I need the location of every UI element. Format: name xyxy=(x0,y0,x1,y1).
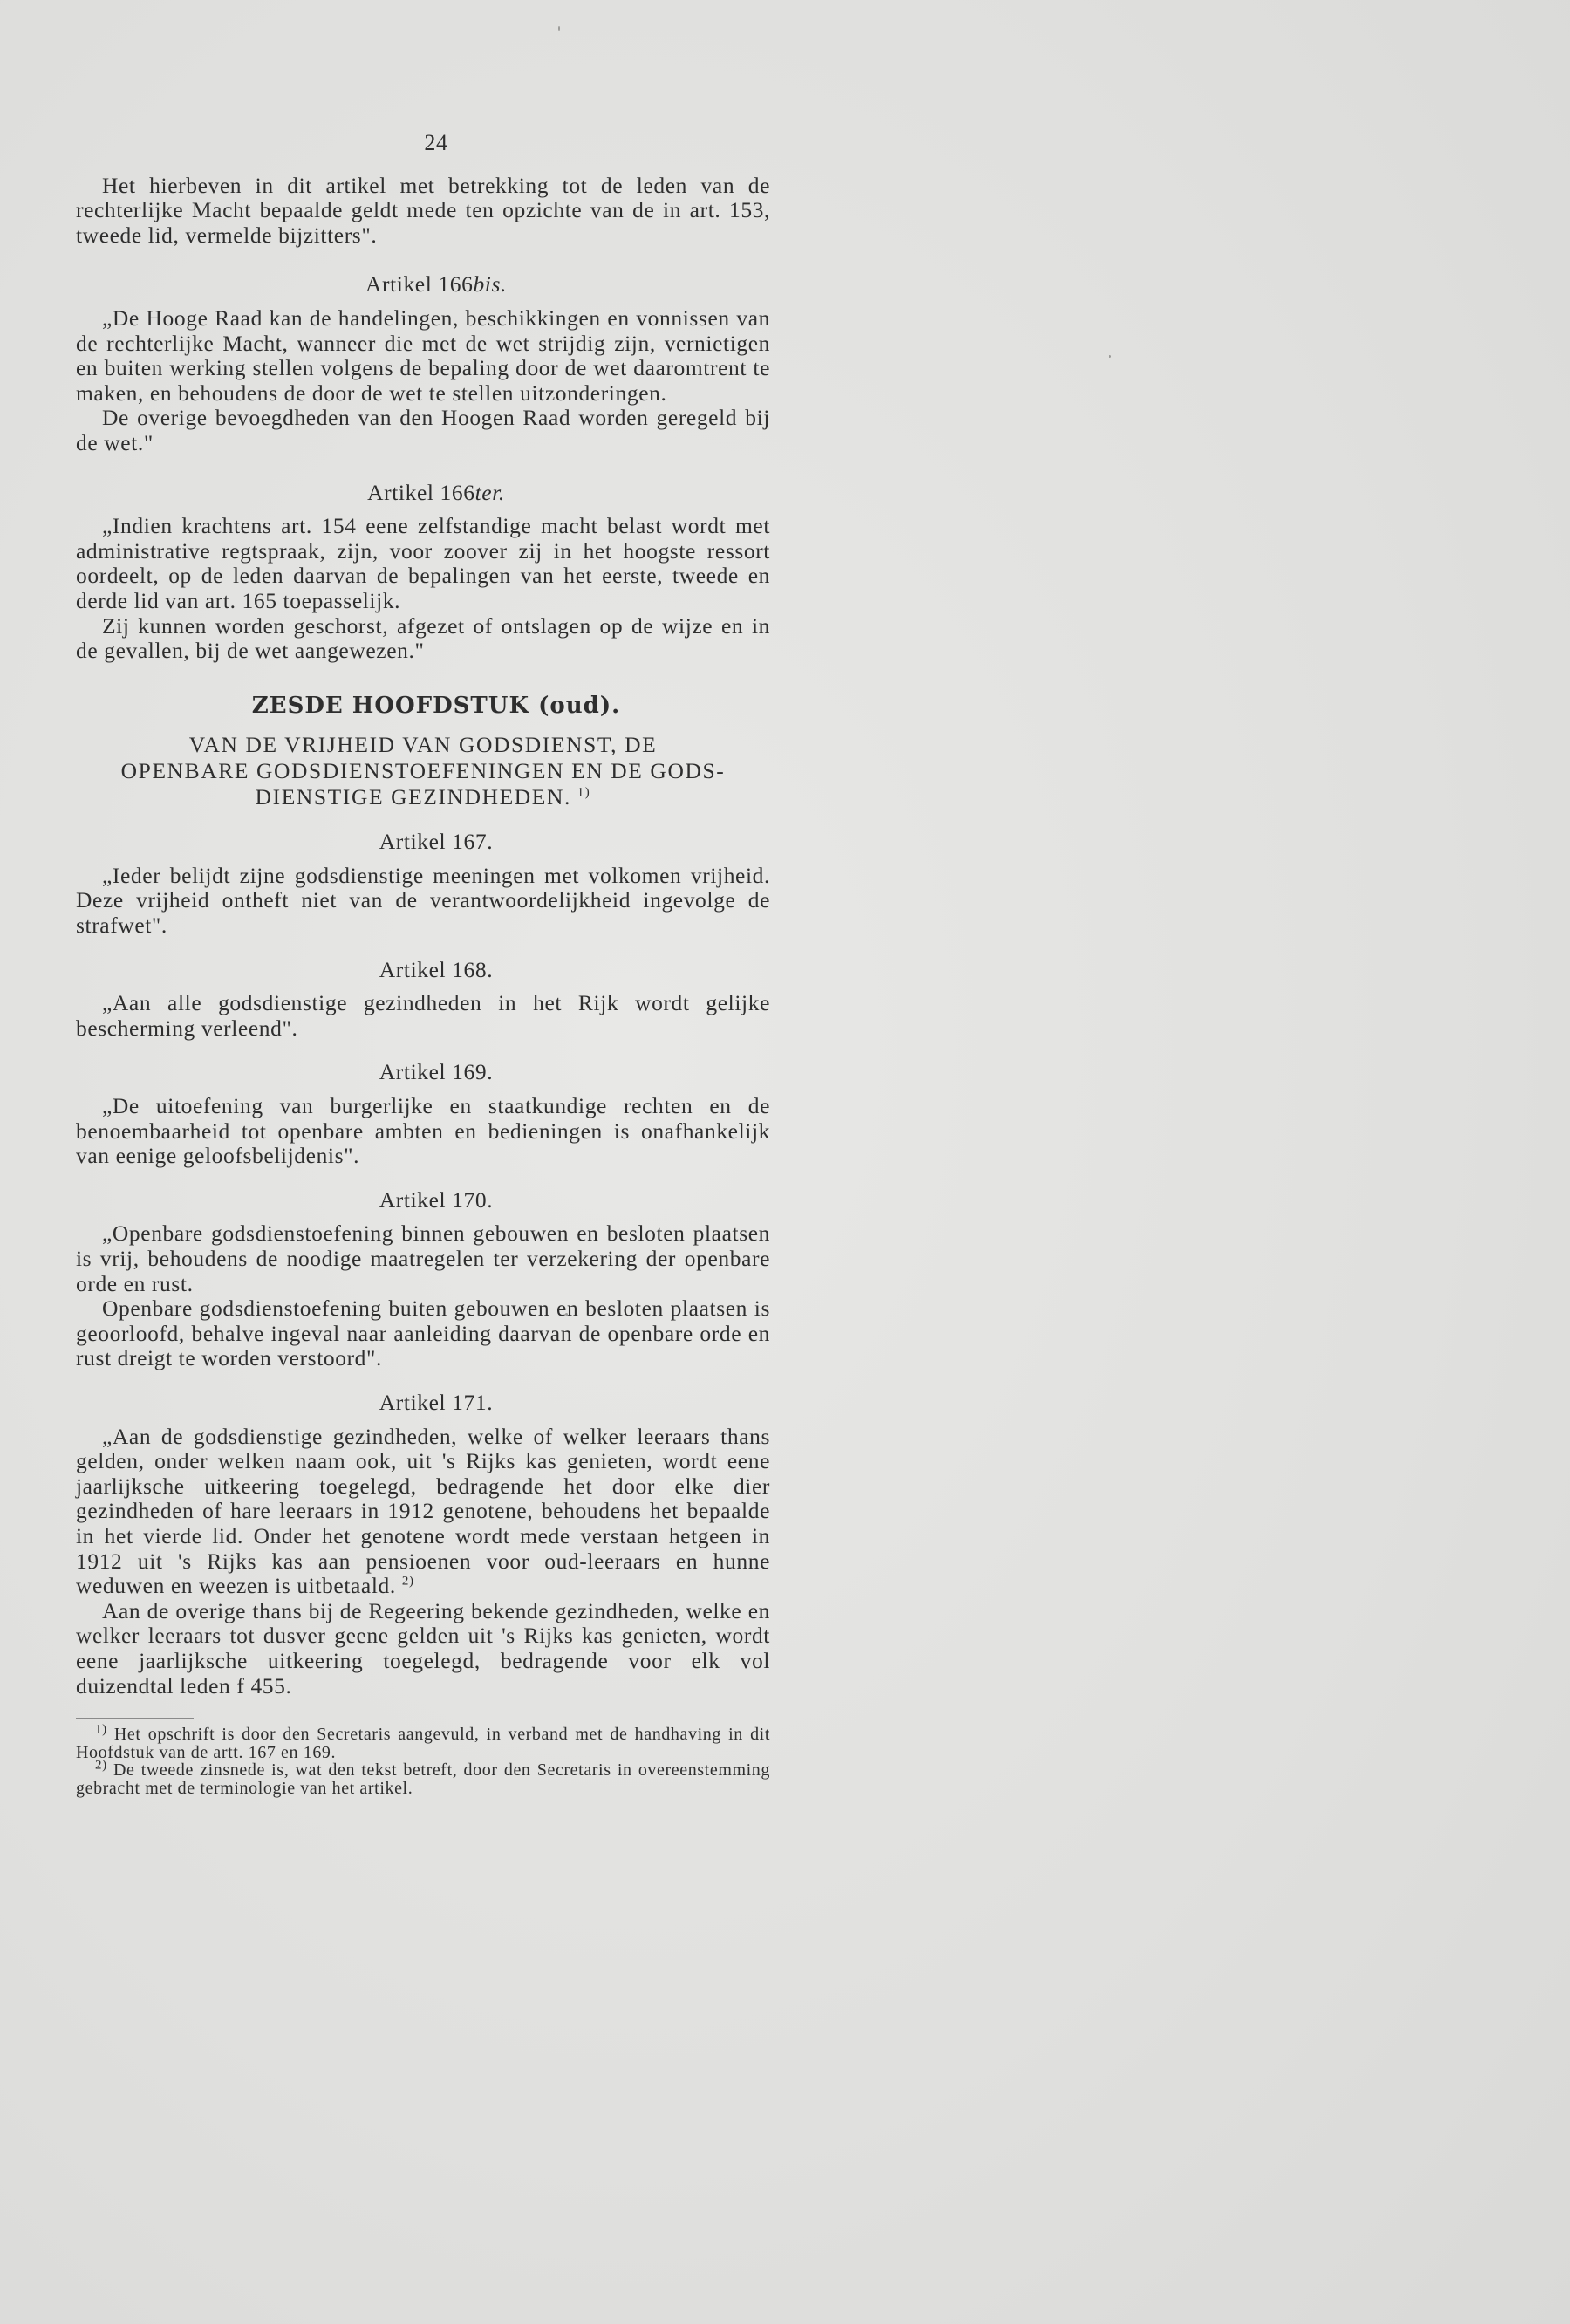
article-paragraph: „Ieder belijdt zijne godsdienstige meeningen met volkomen vrijheid. Deze vrijheid ontheft niet van de verantwoordelijkheid ingevolge de strafwet". xyxy=(76,862,770,939)
article-paragraph xyxy=(76,1425,770,1599)
article-heading: Artikel 171. xyxy=(379,1389,494,1415)
chapter-subtitle-line: DIENSTIGE GEZINDHEDEN. xyxy=(255,784,571,810)
article-paragraph: „Openbare godsdienstoefening binnen gebouwen en besloten plaatsen is vrij, behoudens de noodige maatregelen ter verzekering der openbare orde en rust. xyxy=(76,1220,770,1296)
text-column xyxy=(76,131,770,1797)
footnote-divider xyxy=(76,1718,194,1719)
article-paragraph: „De Hooge Raad kan de handelingen, beschikkingen en vonnissen van de rechterlijke Macht, wanneer die met de wet strijdig zijn, vernietigen en buiten werking stellen volgens de bepaling door de wet daaromtrent te maken, en behoudens de door de wet te stellen uitzonderingen. xyxy=(76,304,770,406)
chapter-subtitle-line-last xyxy=(76,784,770,810)
article-paragraph: Zij kunnen worden geschorst, afgezet of ontslagen op de wijze en in de gevallen, bij de wet aangewezen." xyxy=(76,612,770,664)
footnote-mark: 2) xyxy=(95,1758,107,1773)
article-heading: Artikel 167. xyxy=(379,829,494,855)
article-heading xyxy=(76,481,770,506)
article-heading xyxy=(76,272,770,297)
scan-speck xyxy=(558,26,560,31)
chapter-title: ZESDE HOOFDSTUK (oud). xyxy=(251,692,621,719)
page-number: 24 xyxy=(424,130,448,155)
footnote xyxy=(76,1722,770,1762)
article-heading-text: Artikel 166 xyxy=(365,271,474,297)
article-paragraph-text: „Aan de godsdienstige gezindheden, welke of welker leeraars thans gelden, onder welken naam ook, uit 's Rijks kas genieten, wordt eene jaarlijksche uitkeering toegelegd, bedragende het door elke dier gezindheden of hare leeraars in 1912 genotene, behoudens het bepaalde in het vierde lid. Onder het genotene wordt mede verstaan hetgeen in 1912 uit 's Rijks kas aan pensioenen voor oud-leeraars en hunne weduwen en weezen is uitbetaald. xyxy=(76,1423,770,1599)
article-paragraph: De overige bevoegdheden van den Hoogen Raad worden geregeld bij de wet." xyxy=(76,405,770,455)
footnote xyxy=(76,1758,770,1798)
footnote-mark: 1) xyxy=(95,1722,107,1737)
article-paragraph: Aan de overige thans bij de Regeering bekende gezindheden, welke en welker leeraars tot dusver geene gelden uit 's Rijks kas genieten, wordt eene jaarlijksche uitkeering toegelegd, bedragende voor elk vol duizendtal leden f 455. xyxy=(76,1597,770,1699)
article-heading: Artikel 168. xyxy=(379,956,494,982)
chapter-subtitle-line: VAN DE VRIJHEID VAN GODSDIENST, DE xyxy=(188,732,658,758)
article-heading-suffix: bis. xyxy=(473,271,507,297)
footnote-ref[interactable]: 1) xyxy=(577,785,591,800)
article-heading-suffix: ter. xyxy=(474,479,505,505)
article-heading: Artikel 169. xyxy=(379,1059,494,1085)
footnotes xyxy=(76,1722,770,1798)
article-paragraph: „Indien krachtens art. 154 eene zelfstandige macht belast wordt met administrative regtspraak, zijn, voor zoover zij in het hoogste ressort oordeelt, op de leden daarvan de bepalingen van het eerste, tweede en derde lid van art. 165 toepasselijk. xyxy=(76,513,770,613)
footnote-ref[interactable]: 2) xyxy=(401,1574,414,1589)
scan-speck xyxy=(1109,355,1111,358)
article-paragraph: „De uitoefening van burgerlijke en staatkundige rechten en de benoembaarheid tot openbare ambten en bedieningen is onafhankelijk van eenige geloofsbelijdenis". xyxy=(76,1093,770,1169)
article-paragraph: Openbare godsdienstoefening buiten gebouwen en besloten plaatsen is geoorloofd, behalve ingeval naar aanleiding daarvan de openbare orde en rust dreigt te worden verstoord". xyxy=(76,1295,770,1371)
article-heading-text: Artikel 166 xyxy=(367,479,475,505)
article-heading: Artikel 170. xyxy=(379,1186,494,1213)
footnote-text: De tweede zinsnede is, wat den tekst betreft, door den Secretaris in overeenstemming gebracht met de terminologie van het artikel. xyxy=(76,1760,770,1798)
intro-paragraph: Het hierbeven in dit artikel met betrekking tot de leden van de rechterlijke Macht bepaalde geldt mede ten opzichte van de in art. 153, tweede lid, vermelde bijzitters". xyxy=(76,172,770,248)
chapter-subtitle xyxy=(76,732,770,810)
article-paragraph: „Aan alle godsdienstige gezindheden in het Rijk wordt gelijke bescherming verleend". xyxy=(76,990,770,1041)
footnote-text: Het opschrift is door den Secretaris aangevuld, in verband met de handhaving in dit Hoofdstuk van de artt. 167 en 169. xyxy=(76,1725,770,1762)
chapter-subtitle-line: OPENBARE GODSDIENSTOEFENINGEN EN DE GODS- xyxy=(120,758,726,784)
